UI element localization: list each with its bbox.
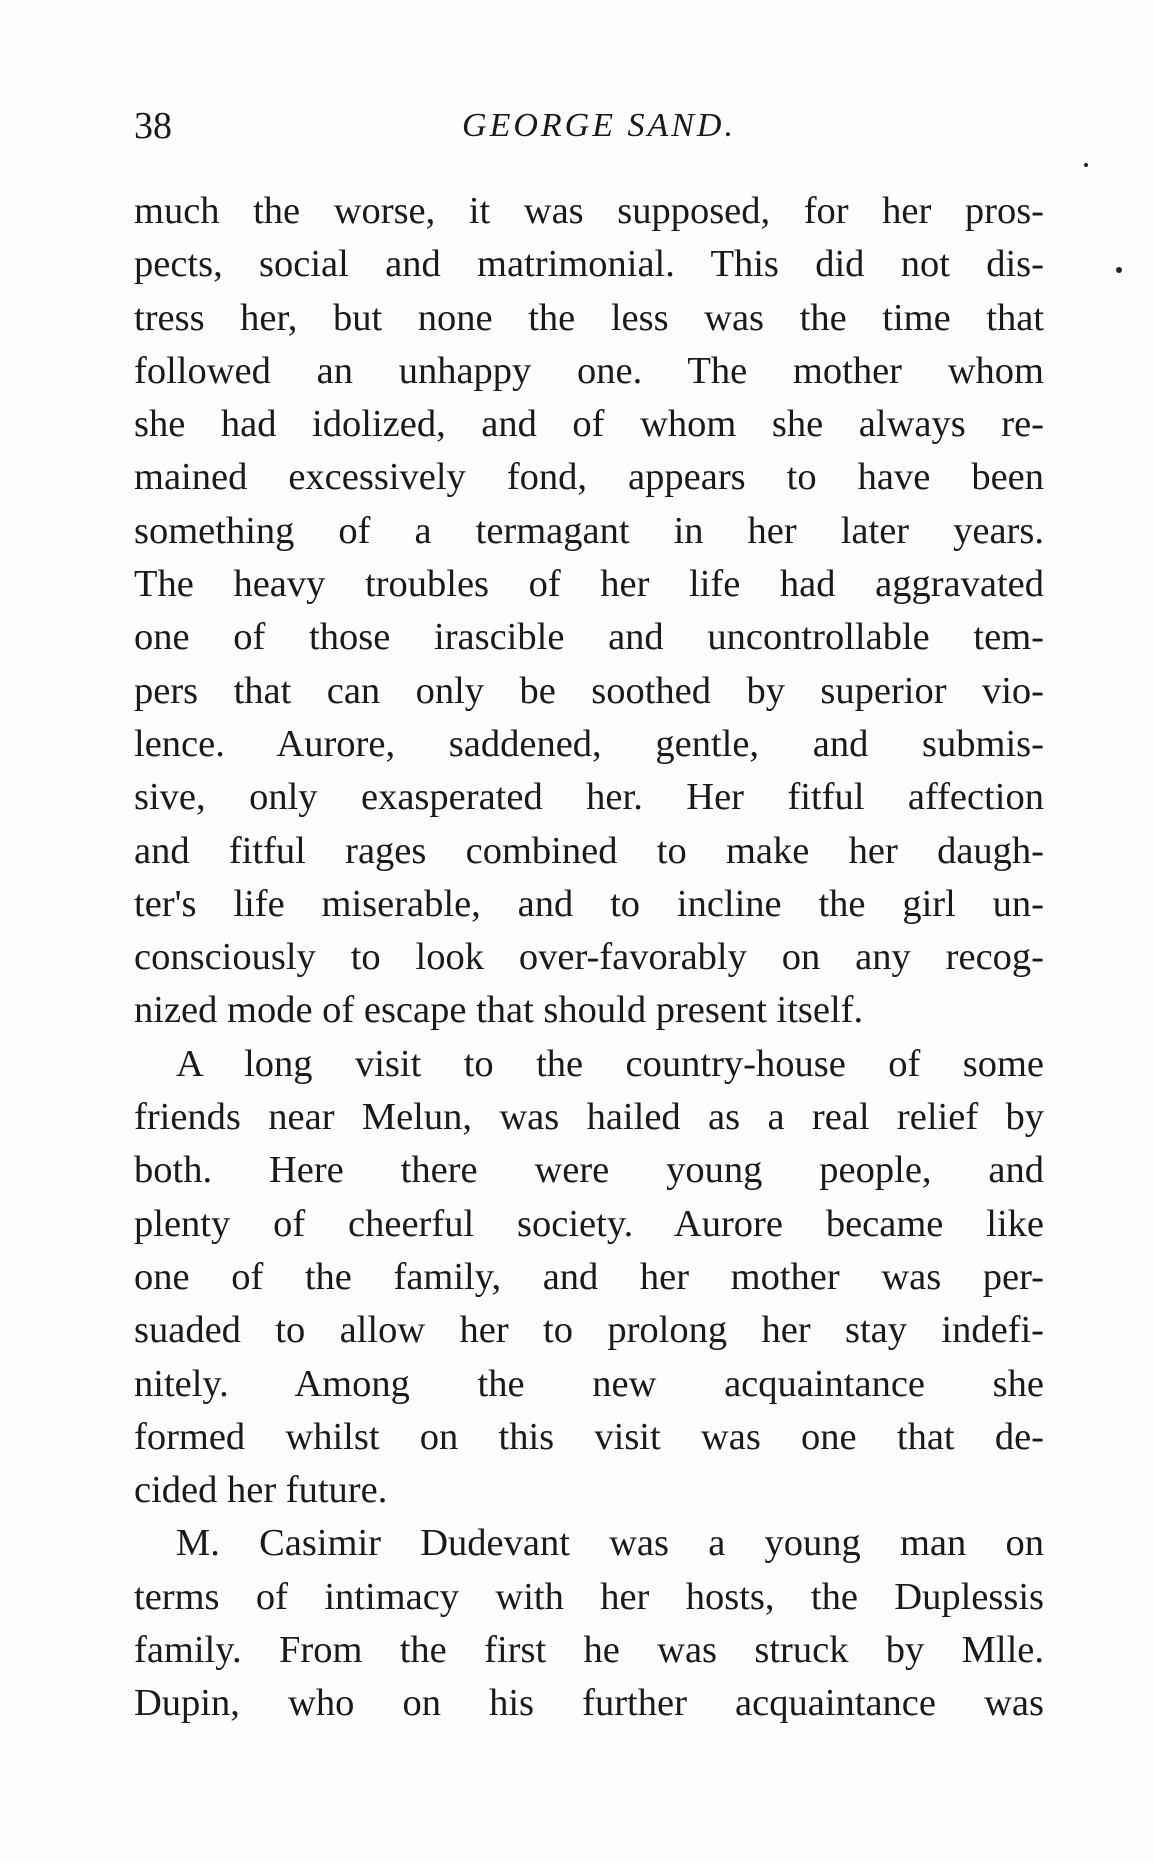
text-line: and fitful rages combined to make her daugh- — [134, 829, 1044, 872]
paragraph-start-line: M. Casimir Dudevant was a young man on — [176, 1522, 1044, 1565]
text-line: sive, only exasperated her. Her fitful affection — [134, 776, 1044, 819]
running-title: GEORGE SAND. — [462, 107, 736, 144]
running-head — [134, 104, 1044, 148]
text-line: nized mode of escape that should present itself. — [134, 989, 864, 1032]
text-line: Dupin, who on his further acquaintance was — [134, 1682, 1044, 1725]
text-line: pers that can only be soothed by superior vio- — [134, 669, 1044, 712]
print-speck — [1116, 267, 1122, 273]
text-line: ter's life miserable, and to incline the girl un- — [134, 882, 1044, 925]
text-line: much the worse, it was supposed, for her pros- — [134, 190, 1044, 232]
text-line: cided her future. — [134, 1469, 388, 1512]
text-line: nitely. Among the new acquaintance she — [134, 1362, 1044, 1405]
text-line: one of the family, and her mother was per- — [134, 1255, 1044, 1298]
text-line: formed whilst on this visit was one that de- — [134, 1415, 1044, 1458]
print-speck — [1084, 163, 1088, 167]
text-line: tress her, but none the less was the time that — [134, 296, 1044, 339]
text-line: lence. Aurore, saddened, gentle, and submis- — [134, 722, 1044, 765]
text-line: plenty of cheerful society. Aurore became like — [134, 1202, 1044, 1245]
text-line: followed an unhappy one. The mother whom — [134, 349, 1044, 392]
text-line: family. From the first he was struck by Mlle. — [134, 1629, 1044, 1672]
text-line: suaded to allow her to prolong her stay indefi- — [134, 1309, 1044, 1352]
text-line: one of those irascible and uncontrollable tem- — [134, 616, 1044, 659]
text-line: mained excessively fond, appears to have been — [134, 456, 1044, 499]
text-line: something of a termagant in her later years. — [134, 509, 1044, 552]
text-line: consciously to look over-favorably on any recog- — [134, 936, 1044, 979]
page-number: 38 — [134, 105, 172, 147]
text-line: both. Here there were young people, and — [134, 1149, 1044, 1192]
text-line: pects, social and matrimonial. This did not dis- — [134, 243, 1044, 286]
text-line: terms of intimacy with her hosts, the Duplessis — [134, 1575, 1044, 1618]
text-line: The heavy troubles of her life had aggravated — [134, 563, 1044, 606]
text-line: friends near Melun, was hailed as a real relief by — [134, 1096, 1044, 1139]
body-text — [134, 185, 1044, 1731]
text-line: she had idolized, and of whom she always re- — [134, 403, 1044, 446]
paragraph-start-line: A long visit to the country-house of some — [176, 1042, 1044, 1085]
